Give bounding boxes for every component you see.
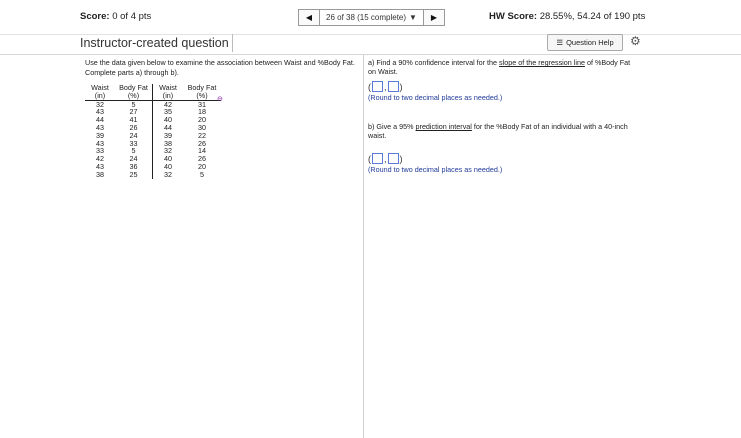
list-icon: ☰ — [556, 38, 564, 47]
copy-table-icon[interactable]: ⊖ — [217, 96, 223, 103]
table-cell: 43 — [96, 122, 104, 132]
table-cell: 5 — [200, 169, 204, 179]
table-cell: 42 — [96, 154, 104, 164]
prediction-interval-link[interactable]: prediction interval — [415, 122, 472, 131]
table-cell: 43 — [96, 107, 104, 117]
col-unit: (in) — [153, 92, 184, 100]
table-cell: 36 — [129, 161, 138, 171]
previous-question-button[interactable] — [298, 9, 320, 26]
table-cell: 32 — [153, 147, 184, 155]
part-a-lower-input[interactable] — [372, 81, 383, 92]
table-cell: 42 — [153, 100, 184, 108]
table-cell: 39 — [153, 132, 184, 140]
col-unit: (%) — [183, 92, 221, 100]
table-cell: 35 — [153, 108, 184, 116]
col-unit: (in) — [85, 92, 115, 100]
table-cell: 30 — [198, 122, 206, 132]
part-b-rounding-note: (Round to two decimal places as needed.) — [368, 165, 503, 174]
table-cell: 40 — [153, 163, 184, 171]
table-cell: 44 — [153, 124, 184, 132]
part-b-upper-input[interactable] — [388, 153, 399, 164]
part-a-text-end: of %Body Fat on Waist. — [368, 58, 631, 76]
table-cell: 20 — [198, 161, 206, 171]
left-triangle-icon: ◀ — [305, 13, 313, 22]
score-label: Score: — [80, 11, 110, 22]
close-paren: ) — [399, 153, 403, 164]
data-table — [85, 84, 221, 179]
table-cell: 43 — [96, 138, 104, 148]
table-cell: 32 — [153, 171, 184, 179]
question-right-pane — [368, 58, 638, 102]
part-a-question — [368, 58, 638, 76]
table-cell: 20 — [198, 115, 206, 125]
table-cell: 40 — [153, 116, 184, 124]
table-cell: 27 — [129, 107, 138, 117]
score-value: 0 of 4 pts — [112, 11, 152, 22]
table-cell: 33 — [96, 146, 104, 156]
table-cell: 14 — [198, 146, 206, 156]
table-cell: 22 — [198, 130, 206, 140]
table-cell: 26 — [198, 154, 206, 164]
open-paren: ( — [368, 153, 371, 164]
question-title: Instructor-created question — [80, 34, 233, 52]
hw-score-label: HW Score: — [489, 11, 538, 22]
table-cell: 5 — [131, 146, 136, 156]
top-bar — [0, 0, 741, 35]
title-bar — [0, 34, 741, 55]
table-row — [85, 171, 221, 179]
question-help-label: Question Help — [566, 38, 614, 47]
open-paren: ( — [368, 81, 371, 92]
col-header: Body Fat — [187, 83, 217, 92]
table-cell: 40 — [153, 155, 184, 163]
col-header: Waist — [91, 83, 109, 92]
question-position: 26 of 38 (15 complete) — [326, 13, 407, 22]
table-cell: 24 — [129, 130, 138, 140]
part-a-rounding-note: (Round to two decimal places as needed.) — [368, 93, 503, 102]
table-cell: 38 — [96, 169, 104, 179]
table-cell: 39 — [96, 130, 104, 140]
part-a-upper-input[interactable] — [388, 81, 399, 92]
table-cell: 24 — [129, 154, 138, 164]
table-cell: 33 — [129, 138, 138, 148]
next-question-button[interactable] — [423, 9, 445, 26]
table-cell: 32 — [96, 99, 104, 109]
dropdown-triangle-icon: ▼ — [409, 13, 417, 22]
col-unit: (%) — [115, 92, 153, 100]
question-prompt: Use the data given below to examine the association between Waist and %Body Fat. Complete parts a) through b). — [85, 58, 355, 77]
table-cell: 38 — [153, 140, 184, 148]
part-b-answer-row — [368, 152, 628, 165]
gear-icon[interactable]: ⚙ — [630, 34, 641, 48]
part-b-text: b) Give a 95% — [368, 122, 416, 131]
col-header: Body Fat — [119, 83, 148, 92]
table-cell: 43 — [96, 161, 104, 171]
comma: , — [384, 81, 387, 92]
close-paren: ) — [399, 81, 403, 92]
col-header: Waist — [153, 84, 184, 92]
part-b-section — [368, 122, 628, 174]
question-help-button[interactable] — [547, 34, 623, 51]
table-cell: 18 — [198, 107, 206, 117]
table-cell: 44 — [96, 115, 104, 125]
pane-divider — [363, 55, 364, 438]
table-cell: 5 — [131, 99, 136, 109]
slope-regression-link[interactable]: slope of the regression line — [499, 58, 585, 67]
comma: , — [384, 153, 387, 164]
question-navigator — [298, 9, 445, 26]
table-cell: 26 — [198, 138, 206, 148]
hw-score-display — [489, 11, 645, 22]
part-a-answer-row — [368, 80, 638, 93]
right-triangle-icon: ▶ — [430, 13, 438, 22]
score-display — [80, 11, 151, 22]
table-cell: 26 — [129, 122, 138, 132]
question-left-pane — [85, 58, 357, 179]
hw-score-value: 28.55%, 54.24 of 190 pts — [539, 11, 646, 22]
part-a-text: a) Find a 90% confidence interval for the — [368, 58, 500, 67]
question-selector-dropdown[interactable] — [320, 9, 423, 26]
table-cell: 31 — [198, 99, 206, 109]
part-b-text-end: for the %Body Fat of an individual with a 40-inch waist. — [368, 122, 628, 140]
part-b-lower-input[interactable] — [372, 153, 383, 164]
table-cell: 41 — [129, 115, 138, 125]
table-cell: 25 — [129, 169, 138, 179]
part-b-question — [368, 122, 628, 140]
